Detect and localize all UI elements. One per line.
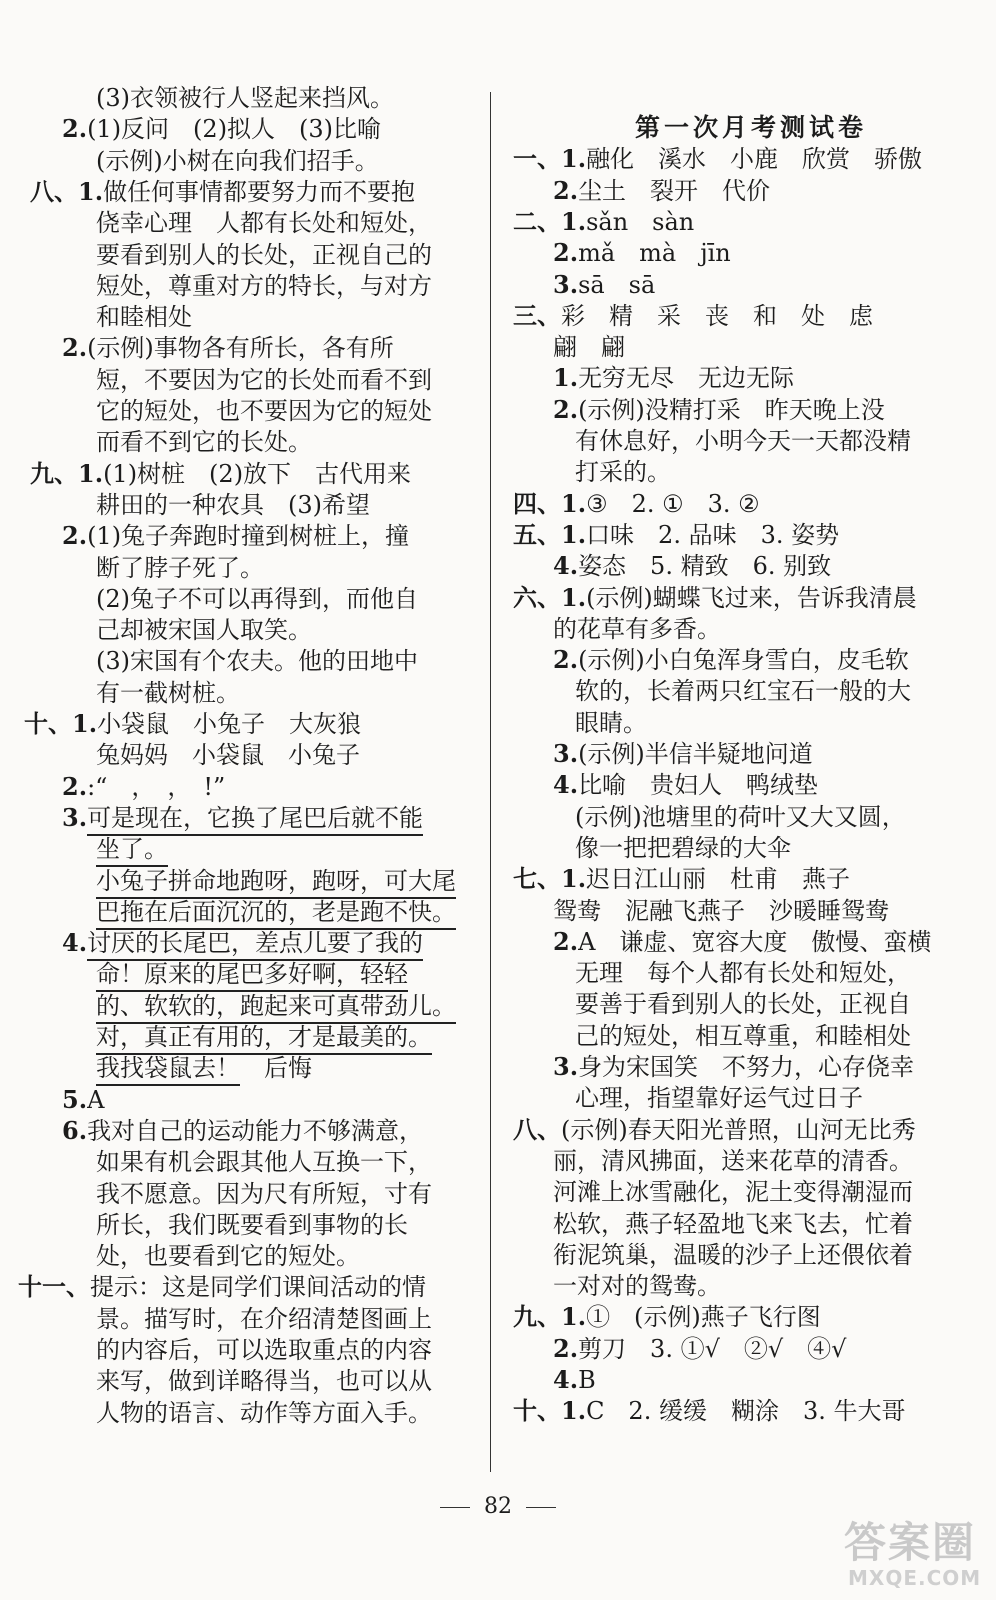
question-number: 2. — [553, 1333, 579, 1363]
answer-text: A 谦虚、宽容大度 傲慢、蛮横 — [578, 927, 932, 956]
answer-line — [96, 614, 312, 646]
answer-text: 身为宋国笑 不努力，心存侥幸 — [578, 1053, 915, 1081]
answer-line — [553, 269, 655, 301]
answer-text: 迟日江山丽 杜甫 燕子 — [586, 865, 851, 894]
answer-line — [575, 1020, 911, 1052]
answer-line — [553, 1239, 913, 1271]
answer-line — [513, 863, 850, 895]
question-number: 4. — [553, 1365, 579, 1394]
answer-line — [553, 1364, 596, 1396]
answer-line — [553, 394, 885, 426]
answer-line — [96, 489, 370, 521]
answer-line — [96, 583, 418, 615]
question-number: 2. — [62, 333, 88, 363]
answer-line — [96, 552, 264, 584]
answer-line — [96, 270, 432, 302]
answer-text: 第一次月考测试卷 — [635, 113, 868, 142]
answer-text: 要善于看到别人的长处，正视自 — [575, 990, 911, 1019]
answer-text: (示例)春天阳光普照，山河无比秀 — [561, 1115, 916, 1144]
answer-text: mǎ mà jīn — [578, 239, 731, 268]
question-number: 4. — [553, 551, 579, 581]
answer-line — [30, 458, 411, 490]
answer-line — [553, 1270, 721, 1302]
question-number: 2. — [553, 238, 579, 268]
answer-tail: 后悔 — [240, 1054, 312, 1083]
question-number: 2. — [553, 394, 579, 424]
answer-line — [96, 833, 168, 865]
answer-line — [96, 1397, 432, 1429]
answer-text: 景。描写时，在介绍清楚图画上 — [96, 1304, 432, 1333]
answer-line — [575, 675, 911, 707]
answer-text: 而看不到它的长处。 — [96, 428, 312, 457]
answer-text: 做任何事情都要努力而不要抱 — [103, 177, 416, 206]
answer-text: 有一截树桩。 — [96, 678, 240, 707]
answer-text: 要看到别人的长处，正视自己的 — [96, 240, 432, 269]
answer-text: 口味 2. 品味 3. 姿势 — [586, 520, 840, 549]
answer-text: :“ ， ， !” — [87, 772, 226, 801]
answer-line — [575, 707, 647, 739]
question-number: 九、1. — [513, 1302, 587, 1332]
question-number: 3. — [553, 739, 579, 768]
answer-text: (示例)半信半疑地问道 — [578, 740, 813, 768]
answer-text: 讨厌的长尾巴，差点儿要了我的 — [87, 929, 423, 961]
question-number: 2. — [553, 645, 579, 675]
answer-line — [553, 237, 731, 269]
answer-line — [575, 456, 671, 488]
answer-line — [96, 1209, 408, 1241]
section-title — [635, 112, 867, 144]
answer-text: 剪刀 3. ①√ ②√ ④√ — [578, 1334, 847, 1363]
answer-line — [96, 301, 192, 333]
answer-line — [553, 738, 813, 770]
question-number: 七、1. — [513, 864, 587, 894]
answer-line — [62, 332, 394, 364]
answer-line — [96, 1240, 360, 1272]
answer-line — [96, 739, 360, 771]
answer-text: 心理，指望靠好运气过日子 — [575, 1084, 863, 1113]
answer-line — [62, 1115, 423, 1147]
answer-line — [96, 1146, 432, 1178]
answer-line — [96, 145, 379, 177]
answer-line — [96, 1052, 312, 1084]
answer-text: 短处，尊重对方的特长，与对方 — [96, 271, 432, 300]
answer-text: (示例)小白兔浑身雪白，皮毛软 — [578, 646, 909, 675]
question-number: 2. — [62, 521, 88, 551]
answer-text: 人物的语言、动作等方面入手。 — [96, 1398, 432, 1427]
question-number: 四、1. — [513, 488, 587, 518]
question-number: 3. — [553, 1052, 579, 1081]
question-number: 2. — [553, 175, 579, 205]
answer-text: 小袋鼠 小兔子 大灰狼 — [97, 710, 362, 738]
answer-text: 丽，清风拂面，送来花草的清香。 — [553, 1146, 913, 1175]
question-number: 1. — [553, 363, 579, 393]
question-number: 十一、 — [18, 1272, 90, 1302]
answer-line — [96, 1334, 432, 1366]
answer-text: 小兔子拼命地跑呀，跑呀，可大尾 — [96, 867, 456, 899]
answer-text: (3)衣领被行人竖起来挡风。 — [96, 84, 394, 112]
answer-text: 的内容后，可以选取重点的内容 — [96, 1336, 432, 1364]
answer-line — [553, 331, 625, 363]
answer-text: 和睦相处 — [96, 303, 192, 332]
answer-text: ① (示例)燕子飞行图 — [586, 1303, 821, 1332]
answer-line — [553, 644, 909, 676]
answer-text: (示例)小树在向我们招手。 — [96, 146, 379, 175]
footer-dash-right — [526, 1507, 556, 1508]
answer-text: 我不愿意。因为尺有所短，寸有 — [96, 1179, 432, 1208]
answer-text: 融化 溪水 小鹿 欣赏 骄傲 — [586, 145, 923, 174]
answer-text: sā sā — [578, 270, 656, 299]
answer-text: 无理 每个人都有长处和短处， — [575, 959, 911, 988]
watermark-logo — [844, 1510, 984, 1592]
answer-line — [96, 677, 240, 709]
answer-text: 松软，燕子轻盈地飞来飞去，忙着 — [553, 1209, 913, 1238]
answer-text: ③ 2. ① 3. ② — [586, 489, 760, 518]
question-number: 4. — [62, 928, 88, 958]
answer-text: 短，不要因为它的长处而看不到 — [96, 365, 432, 394]
answer-text: 如果有机会跟其他人互换一下， — [96, 1148, 432, 1177]
answer-text: 我对自己的运动能力不够满意， — [87, 1116, 424, 1145]
answer-line — [24, 708, 361, 740]
answer-text: 命！原来的尾巴多好啊，轻轻 — [96, 960, 408, 992]
answer-line — [553, 926, 931, 958]
answer-text: 有休息好，小明今天一天都没精 — [575, 427, 911, 455]
answer-text: 断了脖子死了。 — [96, 553, 264, 582]
answer-line — [553, 175, 770, 207]
question-number: 4. — [553, 770, 579, 800]
answer-text: 鸳鸯 泥融飞燕子 沙暖睡鸳鸯 — [553, 896, 889, 925]
answer-line — [96, 645, 418, 677]
answer-line — [513, 488, 760, 520]
question-number: 十、1. — [24, 709, 98, 738]
answer-line — [575, 425, 911, 457]
question-number: 3. — [62, 802, 88, 832]
watermark-logo-domain: MXQE.COM — [848, 1566, 982, 1590]
answer-text: 耕田的一种农具 (3)希望 — [96, 490, 370, 519]
answer-line — [96, 82, 394, 114]
answer-line — [553, 895, 889, 927]
footer-dash-left — [440, 1507, 470, 1508]
answer-text: 提示：这是同学们课间活动的情 — [90, 1273, 426, 1302]
answer-text: 一对对的鸳鸯。 — [553, 1272, 721, 1301]
answer-text: C 2. 缓缓 糊涂 3. 牛大哥 — [586, 1397, 906, 1426]
answer-line — [96, 1178, 432, 1210]
answer-text: 己却被宋国人取笑。 — [96, 616, 312, 645]
answer-text: 打采的。 — [575, 458, 671, 487]
answer-line — [575, 832, 791, 864]
answer-line — [575, 801, 906, 833]
answer-text: 来写，做到详略得当，也可以从 — [96, 1367, 432, 1396]
answer-text: 彩 精 采 丧 和 处 虑 — [561, 301, 873, 330]
answer-text: 眼睛。 — [575, 708, 647, 737]
question-number: 2. — [62, 771, 88, 801]
answer-line — [553, 1176, 913, 1208]
answer-line — [62, 771, 225, 803]
answer-line — [62, 520, 409, 552]
answer-text: 兔妈妈 小袋鼠 小兔子 — [96, 741, 360, 770]
question-number: 六、1. — [513, 582, 587, 612]
answer-line — [96, 239, 432, 271]
answer-line — [553, 1208, 913, 1240]
answer-line — [553, 613, 721, 645]
answer-line — [62, 1084, 104, 1116]
answer-text: 己的短处，相互尊重，和睦相处 — [575, 1021, 911, 1050]
answer-line — [513, 1114, 916, 1146]
answer-line — [575, 957, 911, 989]
answer-line — [96, 1303, 432, 1335]
answer-text: 我找袋鼠去！ — [96, 1054, 240, 1086]
question-number: 6. — [62, 1115, 88, 1145]
answer-text: 所长，我们既要看到事物的长 — [96, 1210, 408, 1239]
answer-line — [513, 1395, 905, 1427]
question-number: 五、1. — [513, 519, 587, 549]
answer-text: 河滩上冰雪融化，泥土变得潮湿而 — [553, 1178, 913, 1207]
question-number: 八、 — [513, 1114, 561, 1144]
answer-text: 巴拖在后面沉沉的，老是跑不快。 — [96, 898, 456, 930]
answer-text: 姿态 5. 精致 6. 别致 — [578, 552, 832, 581]
watermark-logo-glyphs: 答案圈 — [844, 1518, 977, 1567]
answer-text: (3)宋国有个农夫。他的田地中 — [96, 647, 418, 676]
question-number: 三、 — [513, 300, 561, 330]
question-number: 十、1. — [513, 1396, 587, 1426]
answer-text: A — [87, 1085, 105, 1114]
answer-text: (2)兔子不可以再得到，而他自 — [96, 584, 418, 613]
answer-line — [30, 176, 415, 208]
answer-text: (示例)池塘里的荷叶又大又圆， — [575, 802, 906, 831]
answer-line — [553, 1145, 913, 1177]
question-number: 2. — [62, 114, 88, 144]
answer-line — [575, 988, 911, 1020]
answer-line — [96, 207, 432, 239]
answer-text: 对，真正有用的，才是最美的。 — [96, 1023, 432, 1055]
answer-line — [96, 896, 456, 928]
question-number: 九、1. — [30, 458, 104, 488]
column-divider — [490, 92, 491, 1472]
answer-line — [513, 582, 917, 614]
answer-text: 处，也要看到它的短处。 — [96, 1242, 360, 1271]
answer-text: 侥幸心理 人都有长处和短处， — [96, 209, 432, 238]
answer-line — [96, 1365, 432, 1397]
answer-line — [553, 1051, 914, 1083]
answer-line — [553, 550, 831, 582]
question-number: 一、1. — [513, 144, 587, 174]
answer-line — [62, 927, 423, 959]
answer-text: (1)树桩 (2)放下 古代用来 — [103, 459, 412, 488]
answer-line — [553, 362, 794, 394]
answer-text: 坐了。 — [96, 835, 168, 867]
answer-line — [96, 990, 456, 1022]
answer-text: 尘土 裂开 代价 — [578, 176, 771, 205]
answer-line — [96, 426, 312, 458]
answer-text: 像一把把碧绿的大伞 — [575, 833, 791, 862]
question-number: 5. — [62, 1084, 88, 1114]
answer-line — [96, 395, 432, 427]
answer-line — [96, 1021, 432, 1053]
answer-line — [575, 1082, 863, 1114]
answer-text: (示例)蝴蝶飞过来，告诉我清晨 — [586, 583, 917, 612]
answer-text: 翩 翩 — [553, 333, 625, 362]
answer-line — [96, 958, 408, 990]
answer-line — [62, 113, 381, 145]
question-number: 2. — [553, 926, 579, 956]
answer-text: 衔泥筑巢，温暖的沙子上还偎依着 — [553, 1240, 913, 1269]
answer-text: (1)兔子奔跑时撞到树桩上，撞 — [87, 522, 410, 551]
answer-text: 无穷无尽 无边无际 — [578, 364, 795, 393]
answer-text: 比喻 贵妇人 鸭绒垫 — [578, 771, 819, 800]
answer-line — [513, 206, 694, 238]
answer-text: 它的短处，也不要因为它的短处 — [96, 397, 432, 425]
answer-line — [96, 364, 432, 396]
answer-text: B — [578, 1366, 596, 1394]
page-number: 82 — [484, 1494, 512, 1519]
answer-line — [513, 1301, 821, 1333]
question-number: 八、1. — [30, 176, 104, 206]
answer-line — [513, 300, 873, 332]
answer-text: (示例)事物各有所长，各有所 — [87, 334, 394, 363]
answer-text: 软的，长着两只红宝石一般的大 — [575, 677, 911, 706]
question-number: 3. — [553, 269, 579, 299]
question-number: 二、1. — [513, 206, 587, 236]
answer-text: (1)反问 (2)拟人 (3)比喻 — [87, 115, 382, 144]
answer-line — [18, 1271, 426, 1303]
answer-text: 的花草有多香。 — [553, 614, 721, 643]
answer-text: 可是现在，它换了尾巴后就不能 — [87, 804, 423, 836]
answer-line — [62, 802, 423, 834]
answer-line — [513, 143, 922, 175]
answer-text: 的、软软的，跑起来可真带劲儿。 — [96, 992, 456, 1024]
answer-text: (示例)没精打采 昨天晚上没 — [578, 395, 885, 424]
answer-text: sǎn sàn — [586, 207, 695, 236]
answer-line — [553, 769, 818, 801]
answer-line — [553, 1333, 846, 1365]
answer-line — [96, 865, 456, 897]
answer-line — [513, 519, 839, 551]
